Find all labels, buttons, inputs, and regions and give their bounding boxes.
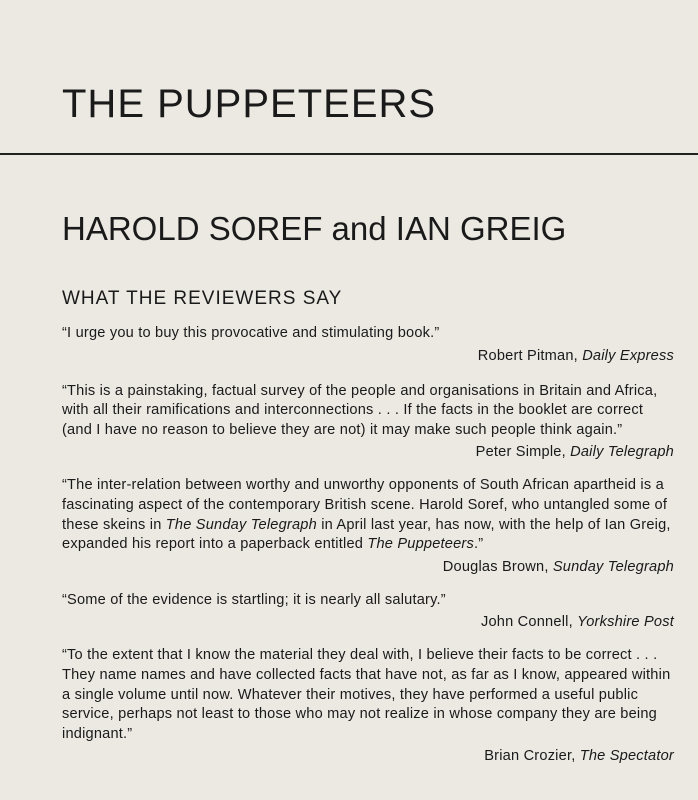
publication-name: Daily Express: [582, 347, 674, 364]
review-attribution: [62, 612, 674, 632]
review-quote: “I urge you to buy this provocative and stimulating book.”: [62, 325, 440, 341]
review-item: [62, 646, 674, 766]
review-attribution: [62, 557, 674, 577]
publication-name: Daily Telegraph: [570, 444, 674, 461]
review-quote: “This is a painstaking, factual survey of the people and organisations in Britain and Africa, with all their ramifications and interconnections . . . If the facts in the booklet are correct (and I have no reason to believe they are not) it may make such people think again.”: [62, 382, 658, 438]
reviewer-name: Douglas Brown,: [442, 558, 549, 575]
quote-italic-title: The Puppeteers: [367, 536, 474, 553]
review-item: [62, 324, 674, 366]
reviewer-name: Robert Pitman,: [477, 347, 578, 364]
review-attribution: [62, 346, 674, 366]
page-title: THE PUPPETEERS: [62, 82, 437, 126]
reviewer-name: Brian Crozier,: [484, 748, 576, 765]
review-quote: [62, 476, 674, 554]
horizontal-rule: [0, 153, 698, 155]
quote-italic-title: The Sunday Telegraph: [165, 516, 317, 533]
quote-text: .”: [474, 536, 484, 553]
reviewer-name: John Connell,: [480, 614, 573, 631]
quote-text: in April last year, has now, with the help of Ian Greig, expanded his report into a paperback entitled: [62, 516, 671, 553]
review-item: [62, 476, 674, 576]
authors-heading: HAROLD SOREF and IAN GREIG: [62, 210, 567, 247]
quote-text: “The inter-relation between worthy and unworthy opponents of South African apartheid is a fascinating aspect of the contemporary British scene. Harold Soref, who untangled some of these skeins in: [62, 477, 668, 533]
review-attribution: [62, 746, 674, 766]
review-quote: “Some of the evidence is startling; it is nearly all salutary.”: [62, 591, 446, 608]
reviews-list: [62, 324, 674, 780]
review-attribution: [62, 442, 674, 462]
publication-name: Yorkshire Post: [577, 614, 674, 631]
reviews-section-heading: WHAT THE REVIEWERS SAY: [62, 288, 343, 309]
review-item: [62, 591, 674, 633]
reviewer-name: Peter Simple,: [475, 444, 566, 461]
publication-name: Sunday Telegraph: [552, 558, 674, 575]
review-item: [62, 382, 674, 463]
publication-name: The Spectator: [579, 748, 674, 765]
review-quote: “To the extent that I know the material they deal with, I believe their facts to be correct . . . They name names and have collected facts that have not, as far as I know, appeared within a single volume until now. Whatever their motives, they have performed a useful public service, perhaps not least to those who may not realize in whose company they are being indignant.”: [62, 647, 671, 742]
